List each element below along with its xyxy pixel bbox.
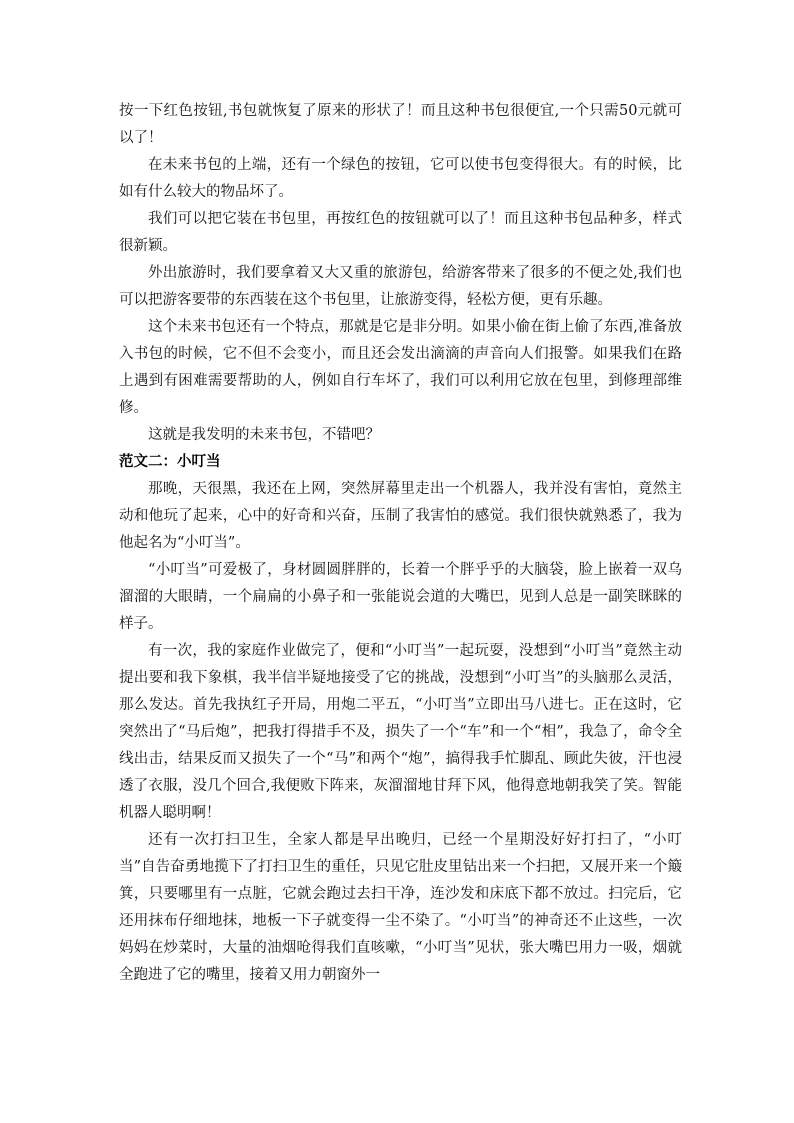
section-heading: 范文二：小叮当 — [119, 454, 221, 470]
paragraph: 我们可以把它装在书包里，再按红色的按钮就可以了！而且这种书包品种多，样式很新颖。 — [119, 211, 682, 254]
paragraph: 外出旅游时，我们要拿着又大又重的旅游包，给游客带来了很多的不便之处,我们也可以把游客要带的东西装在这个书包里，让旅游变得，轻松方便，更有乐趣。 — [119, 265, 682, 308]
document-body — [119, 98, 682, 989]
paragraph: 这个未来书包还有一个特点，那就是它是非分明。如果小偷在街上偷了东西,准备放入书包的时候，它不但不会变小，而且还会发出滴滴的声音向人们报警。如果我们在路上遇到有困难需要帮助的人，例如自行车坏了，我们可以利用它放在包里，到修理部维修。 — [119, 319, 682, 416]
paragraph: 这就是我发明的未来书包，不错吧？ — [148, 427, 380, 443]
paragraph: 还有一次打扫卫生，全家人都是早出晚归，已经一个星期没好好打扫了，“小叮当”自告奋勇地揽下了打扫卫生的重任，只见它肚皮里钻出来一个扫把，又展开来一个簸箕，只要哪里有一点脏，它就会跑过去扫干净，连沙发和床底下都不放过。扫完后，它还用抹布仔细地抹，地板一下子就变得一尘不染了。“小叮当”的神奇还不止这些，一次妈妈在炒菜时，大量的油烟呛得我们直咳嗽，“小叮当”见状，张大嘴巴用力一吸，烟就全跑进了它的嘴里，接着又用力朝窗外一 — [119, 832, 682, 983]
paragraph: 有一次，我的家庭作业做完了，便和“小叮当”一起玩耍，没想到“小叮当”竟然主动提出要和我下象棋，我半信半疑地接受了它的挑战，没想到“小叮当”的头脑那么灵活，那么发达。首先我执红子开局，用炮二平五，“小叮当”立即出马八进七。正在这时，它突然出了“马后炮”，把我打得措手不及，损失了一个“车”和一个“相”，我急了，命令全线出击，结果反而又损失了一个“马”和两个“炮”，搞得我手忙脚乱、顾此失彼，汗也浸透了衣服，没几个回合,我便败下阵来，灰溜溜地甘拜下风，他得意地朝我笑了笑。智能机器人聪明啊！ — [119, 643, 682, 821]
paragraph: 按一下红色按钮,书包就恢复了原来的形状了！而且这种书包很便宜,一个只需50元就可以了！ — [119, 103, 682, 146]
paragraph: 那晚，天很黑，我还在上网，突然屏幕里走出一个机器人，我并没有害怕，竟然主动和他玩了起来，心中的好奇和兴奋，压制了我害怕的感觉。我们很快就熟悉了，我为他起名为“小叮当”。 — [119, 481, 682, 551]
paragraph: “小叮当”可爱极了，身材圆圆胖胖的，长着一个胖乎乎的大脑袋，脸上嵌着一双乌溜溜的大眼睛，一个扁扁的小鼻子和一张能说会道的大嘴巴，见到人总是一副笑眯眯的样子。 — [119, 562, 682, 632]
paragraph: 在未来书包的上端，还有一个绿色的按钮，它可以使书包变得很大。有的时候，比如有什么较大的物品坏了。 — [119, 157, 682, 200]
